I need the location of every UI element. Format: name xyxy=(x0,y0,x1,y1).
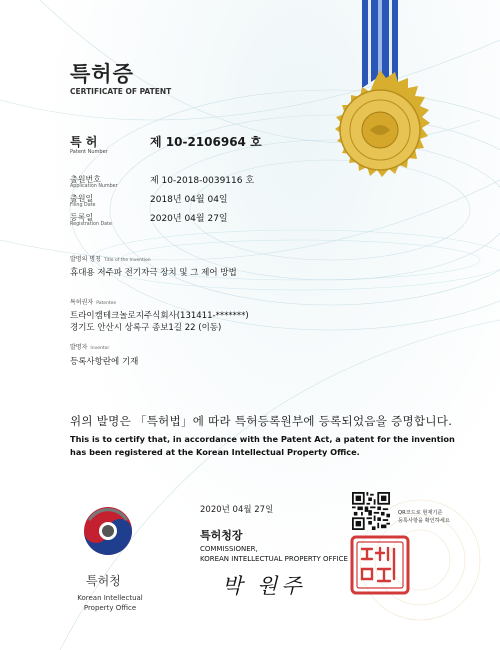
qr-code-icon[interactable] xyxy=(352,492,390,530)
qr-caption-line1: QR코드로 현재기준 xyxy=(398,510,443,516)
patentee-label xyxy=(70,297,116,306)
gold-seal-icon xyxy=(318,68,442,192)
commissioner-title-en-line1: COMMISSIONER, xyxy=(200,545,258,553)
invention-label-ko: 발명의 명칭 xyxy=(70,256,101,263)
registration-date-label: 등록일 xyxy=(70,213,94,222)
application-number: 제 10-2018-0039116 호 xyxy=(150,176,255,186)
invention-label-en: Title of the Invention xyxy=(103,258,151,263)
inventor-label-ko: 발명자 xyxy=(70,344,88,351)
kipo-name-en-line2: Property Office xyxy=(83,604,137,612)
registration-date-label-en: Registration Date xyxy=(70,222,112,227)
qr-caption xyxy=(398,509,450,525)
application-number-label-en: Application Number xyxy=(70,184,118,189)
inventor-value: 등록사항란에 기재 xyxy=(70,357,139,367)
patent-label-en: Patent Number xyxy=(70,149,108,155)
patent-label: 특 허 xyxy=(70,135,98,149)
patentee-label-en: Patentee xyxy=(96,301,117,306)
kipo-logo-icon xyxy=(82,505,134,557)
patentee-label-ko: 특허권자 xyxy=(70,299,94,306)
commissioner-title-en-line2: KOREAN INTELLECTUAL PROPERTY OFFICE xyxy=(200,555,348,563)
invention-label xyxy=(70,254,151,263)
official-stamp-icon xyxy=(350,535,410,595)
declaration-en: This is to certify that, in accordance with the Patent Act, a patent for the invention has been registered at the Korean Intellectual Property Office. xyxy=(70,434,455,457)
commissioner-title-en xyxy=(200,544,348,564)
registration-date: 2020년 04월 27일 xyxy=(150,214,228,224)
inventor-label-en: Inventor xyxy=(90,346,110,351)
page-subtitle: CERTIFICATE OF PATENT xyxy=(70,87,172,96)
filing-date: 2018년 04월 04일 xyxy=(150,195,228,205)
patentee-name: 트라이캠테크놀로지주식회사(131411-*******) xyxy=(70,311,249,321)
filing-date-label: 출원일 xyxy=(70,194,94,203)
inventor-label xyxy=(70,342,109,351)
patent-number: 제 10-2106964 호 xyxy=(150,135,262,149)
application-number-label: 출원번호 xyxy=(70,175,101,184)
patentee-address: 경기도 안산시 상록구 종보1길 22 (이동) xyxy=(70,323,222,333)
kipo-name: 특허청 xyxy=(86,574,121,588)
kipo-name-en xyxy=(72,593,148,613)
commissioner-signature: 박 원주 xyxy=(222,574,306,598)
kipo-name-en-line1: Korean Intellectual xyxy=(77,594,143,602)
declaration-ko: 위의 발명은 「특허법」에 따라 특허등록원부에 등록되었음을 증명합니다. xyxy=(70,414,453,428)
filing-date-label-en: Filing Date xyxy=(70,203,96,208)
page-title: 특허증 xyxy=(70,62,134,86)
issue-date: 2020년 04월 27일 xyxy=(200,505,274,515)
commissioner-title: 특허청장 xyxy=(200,529,243,542)
qr-caption-line2: 등록사항을 확인하세요 xyxy=(398,518,450,524)
invention-title: 휴대용 저주파 전기자극 장치 및 그 제어 방법 xyxy=(70,268,237,278)
